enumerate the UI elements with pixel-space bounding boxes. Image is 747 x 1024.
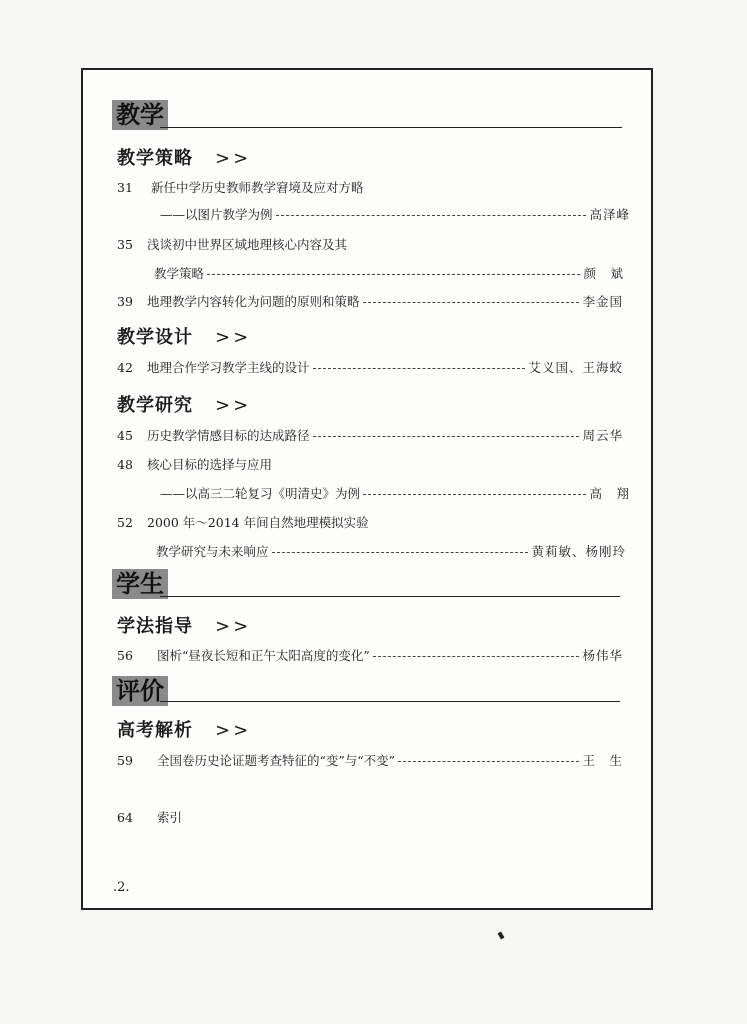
leader-dashes [373, 656, 580, 657]
entry-title: 全国卷历史论证题考查特征的“变”与“不变” [157, 753, 396, 768]
entry-title: 核心目标的选择与应用 [147, 457, 273, 472]
entry-page-number: 59 [117, 753, 133, 768]
entry-page-number: 42 [117, 360, 133, 375]
toc-entry-48-cont[interactable] [160, 484, 630, 504]
entry-subtitle: ——以图片教学为例 [160, 207, 273, 222]
subhead-study-guide [117, 612, 251, 638]
entry-title: 2000 年～2014 年间自然地理模拟实验 [147, 515, 369, 530]
section-rule-students [160, 596, 620, 597]
toc-entry-56[interactable] [117, 646, 623, 666]
entry-author: 周云华 [582, 428, 623, 443]
leader-dashes [363, 302, 580, 303]
toc-entry-35-cont[interactable] [154, 264, 624, 284]
subhead-exam-analysis [117, 716, 251, 742]
entry-page-number: 35 [117, 237, 133, 252]
toc-entry-64[interactable] [117, 808, 623, 828]
leader-dashes [363, 494, 586, 495]
toc-entry-52[interactable] [117, 513, 623, 533]
section-label-students: 学生 [112, 569, 168, 599]
subhead-teaching-strategy [117, 144, 251, 170]
subhead-label: 教学策略 [117, 148, 193, 169]
subhead-teaching-research [117, 391, 251, 417]
entry-page-number: 48 [117, 457, 133, 472]
entry-page-number: 31 [117, 180, 133, 195]
page-number: .2. [113, 880, 130, 895]
entry-author: 艾义国、王海蛟 [528, 360, 623, 375]
entry-title: 新任中学历史教师教学窘境及应对方略 [151, 180, 364, 195]
subhead-label: 高考解析 [117, 720, 193, 741]
leader-dashes [276, 215, 587, 216]
leader-dashes [207, 274, 580, 275]
section-label-teaching: 教学 [112, 100, 168, 130]
toc-entry-35[interactable] [117, 235, 623, 255]
subhead-label: 教学研究 [117, 395, 193, 416]
entry-page-number: 52 [117, 515, 133, 530]
leader-dashes [398, 761, 579, 762]
entry-title: 图析“昼夜长短和正午太阳高度的变化” [157, 648, 370, 663]
entry-title: 索引 [157, 810, 183, 825]
entry-subtitle: ——以高三二轮复习《明清史》为例 [160, 486, 361, 501]
entry-author: 颜 斌 [583, 266, 624, 281]
subhead-label: 教学设计 [117, 327, 193, 348]
arrows-icon: >> [215, 327, 252, 348]
entry-subtitle: 教学策略 [154, 266, 205, 281]
entry-author: 杨伟华 [582, 648, 623, 663]
leader-dashes [272, 552, 529, 553]
entry-page-number: 39 [117, 294, 133, 309]
toc-entry-31-cont[interactable] [160, 205, 630, 225]
entry-title: 历史教学情感目标的达成路径 [147, 428, 310, 443]
toc-entry-31[interactable] [117, 178, 623, 198]
entry-title: 地理合作学习教学主线的设计 [147, 360, 310, 375]
arrows-icon: >> [215, 720, 252, 741]
toc-entry-59[interactable] [117, 751, 623, 771]
toc-entry-45[interactable] [117, 426, 623, 446]
leader-dashes [313, 436, 580, 437]
toc-entry-39[interactable] [117, 292, 623, 312]
toc-entry-48[interactable] [117, 455, 623, 475]
entry-title: 浅谈初中世界区域地理核心内容及其 [147, 237, 348, 252]
leader-dashes [313, 368, 526, 369]
entry-page-number: 64 [117, 810, 133, 825]
entry-author: 高泽峰 [589, 207, 630, 222]
toc-entry-42[interactable] [117, 358, 623, 378]
section-rule-evaluation [160, 701, 620, 702]
toc-entry-52-cont[interactable] [156, 542, 626, 562]
entry-author: 高 翔 [589, 486, 630, 501]
entry-author: 李金国 [582, 294, 623, 309]
scan-speck [498, 931, 505, 939]
entry-author: 黄莉敏、杨刚玲 [531, 544, 626, 559]
arrows-icon: >> [215, 395, 252, 416]
arrows-icon: >> [215, 148, 252, 169]
subhead-label: 学法指导 [117, 616, 193, 637]
arrows-icon: >> [215, 616, 252, 637]
section-rule-teaching [160, 127, 622, 128]
entry-subtitle: 教学研究与未来响应 [156, 544, 269, 559]
entry-author: 王 生 [582, 753, 623, 768]
entry-page-number: 45 [117, 428, 133, 443]
section-label-evaluation: 评价 [112, 676, 168, 706]
subhead-teaching-design [117, 323, 251, 349]
entry-page-number: 56 [117, 648, 133, 663]
entry-title: 地理教学内容转化为问题的原则和策略 [147, 294, 360, 309]
